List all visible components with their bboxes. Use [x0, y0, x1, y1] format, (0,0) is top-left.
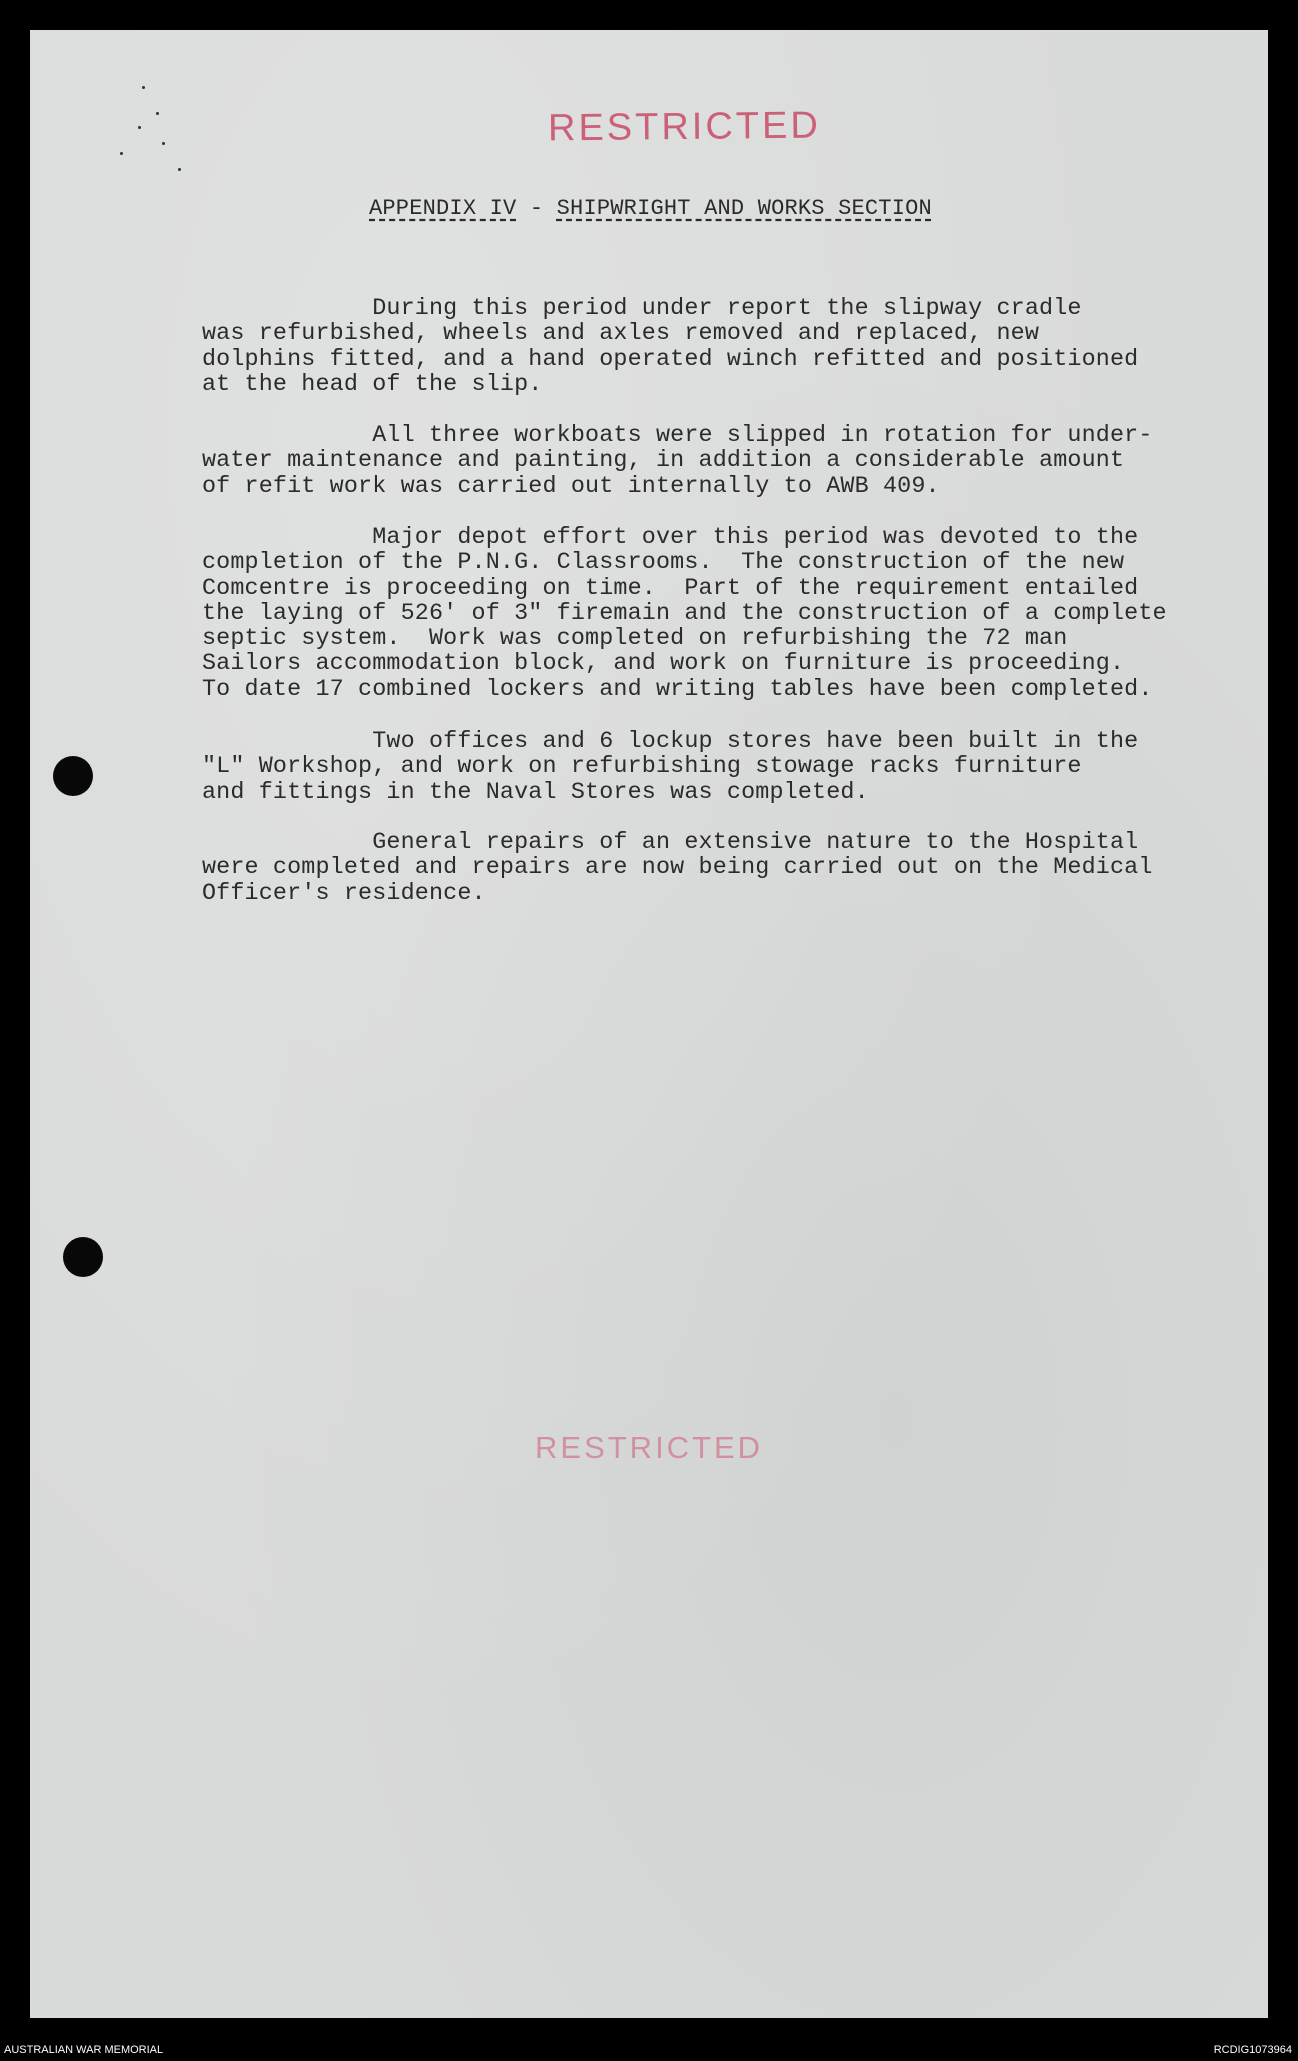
- paper-speck: [156, 112, 159, 115]
- punch-hole: [63, 1237, 103, 1277]
- paper-speck: [162, 142, 165, 145]
- page-heading: [369, 196, 932, 221]
- footer-archive-name: AUSTRALIAN WAR MEMORIAL: [4, 2044, 164, 2056]
- heading-separator: -: [529, 196, 544, 221]
- paragraph-slipway: During this period under report the slipway cradle was refurbished, wheels and axles removed and replaced, new dolphins fitted, and a hand operated winch refitted and positioned at the head of the slip.: [202, 296, 1139, 398]
- paper-speck: [178, 168, 181, 171]
- footer-record-id: RCDIG1073964: [1213, 2044, 1292, 2056]
- restricted-stamp-top: RESTRICTED: [547, 104, 822, 150]
- paragraph-hospital: General repairs of an extensive nature to the Hospital were completed and repairs are now being carried out on the Medical Officer's residence.: [202, 830, 1153, 907]
- punch-hole: [53, 756, 93, 796]
- paper-speck: [142, 86, 145, 89]
- heading-section: SHIPWRIGHT AND WORKS SECTION: [556, 196, 932, 221]
- paragraph-depot-effort: Major depot effort over this period was devoted to the completion of the P.N.G. Classrooms. The construction of the new Comcentre is proceeding on time. Part of the requirement entailed the laying of 526' of 3" firemain and the construction of a complete septic system. Work was completed on refurbishing the 72 man Sailors accommodation block, and work on furniture is proceeding. To date 17 combined lockers and writing tables have been completed.: [202, 525, 1167, 703]
- heading-appendix: APPENDIX IV: [369, 196, 517, 221]
- paper-speck: [120, 152, 123, 155]
- restricted-stamp-bottom: RESTRICTED: [535, 1430, 764, 1465]
- paragraph-workshop: Two offices and 6 lockup stores have been built in the "L" Workshop, and work on refurbishing stowage racks furniture and fittings in the Naval Stores was completed.: [202, 729, 1139, 806]
- document-page: [30, 30, 1268, 2018]
- paragraph-workboats: All three workboats were slipped in rotation for under- water maintenance and painting, in addition a considerable amount of refit work was carried out internally to AWB 409.: [202, 423, 1153, 500]
- paper-speck: [138, 126, 141, 129]
